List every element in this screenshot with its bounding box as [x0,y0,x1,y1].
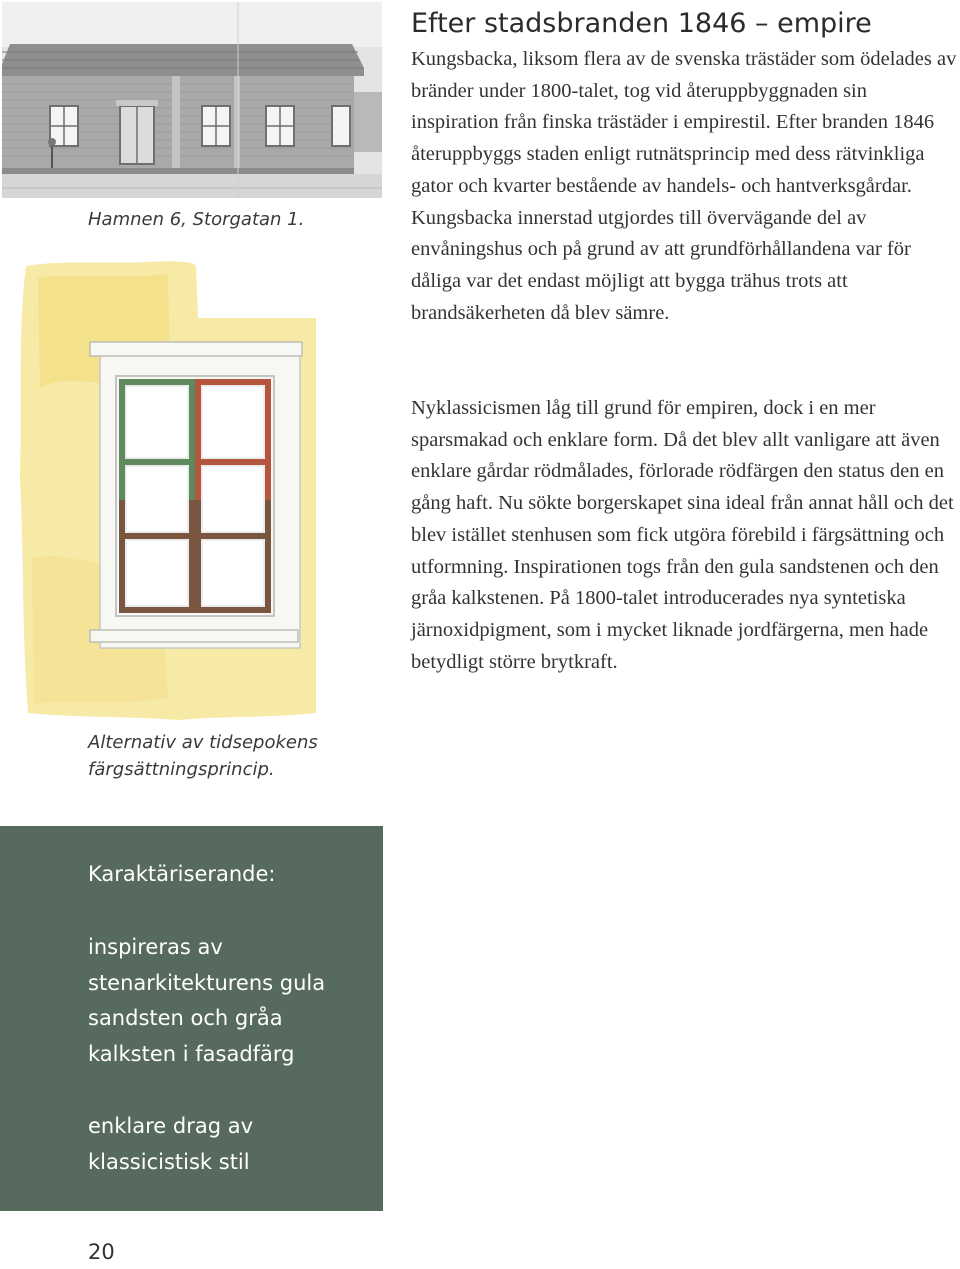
house-photo [2,2,382,198]
section-heading: Efter stadsbranden 1846 – empire [411,8,872,39]
body-paragraph-1: Kungsbacka, liksom flera av de svenska trästäder som ödelades av bränder under 1800-talet, tog vid återuppbyggnaden sin inspiration från finska trästäder i empirestil. Efter branden 1846 återuppbyggs staden enligt rutnätsprincip med dess rätvinkliga gator och kvarter bestående av handels- och hantverksgårdar. Kungsbacka innerstad utgjordes till övervägande del av envåningshus och på grund av att grundförhållandena var för dåliga var det endast möjligt att bygga trähus trots att brandsäkerheten då blev sämre. [411,48,957,324]
characteristics-item-2: enklare drag av klassicistisk stil [88,1114,253,1174]
body-paragraph-2: Nyklassicismen låg till grund för empiren, dock i en mer sparsmakad och enklare form. Då det blev allt vanligare att även enklare gårdar rödmålades, förlorade rödfärgen den status den en gång haft. Nu sökte borgerskapet sina ideal från annat håll och det blev istället stenhusen som fick utgöra förebild i färgsättning och utformning. Inspirationen togs från den gula sandstenen och den gråa kalkstenen. På 1800-talet introducerades nya syntetiska järnoxidpigment, som i mycket liknade jordfärgerna, men hade betydligt större brytkraft. [411,397,954,673]
characteristics-heading: Karaktäriserande: [88,862,276,886]
photo-caption: Hamnen 6, Storgatan 1. [88,209,305,230]
characteristics-item-1: inspireras av stenarkitekturens gula sandsten och gråa kalksten i fasadfärg [88,935,326,1066]
painting-caption: Alternativ av tidsepokens färgsättningsprincip. [88,732,318,780]
page-number: 20 [88,1240,115,1264]
window-painting [18,258,318,720]
